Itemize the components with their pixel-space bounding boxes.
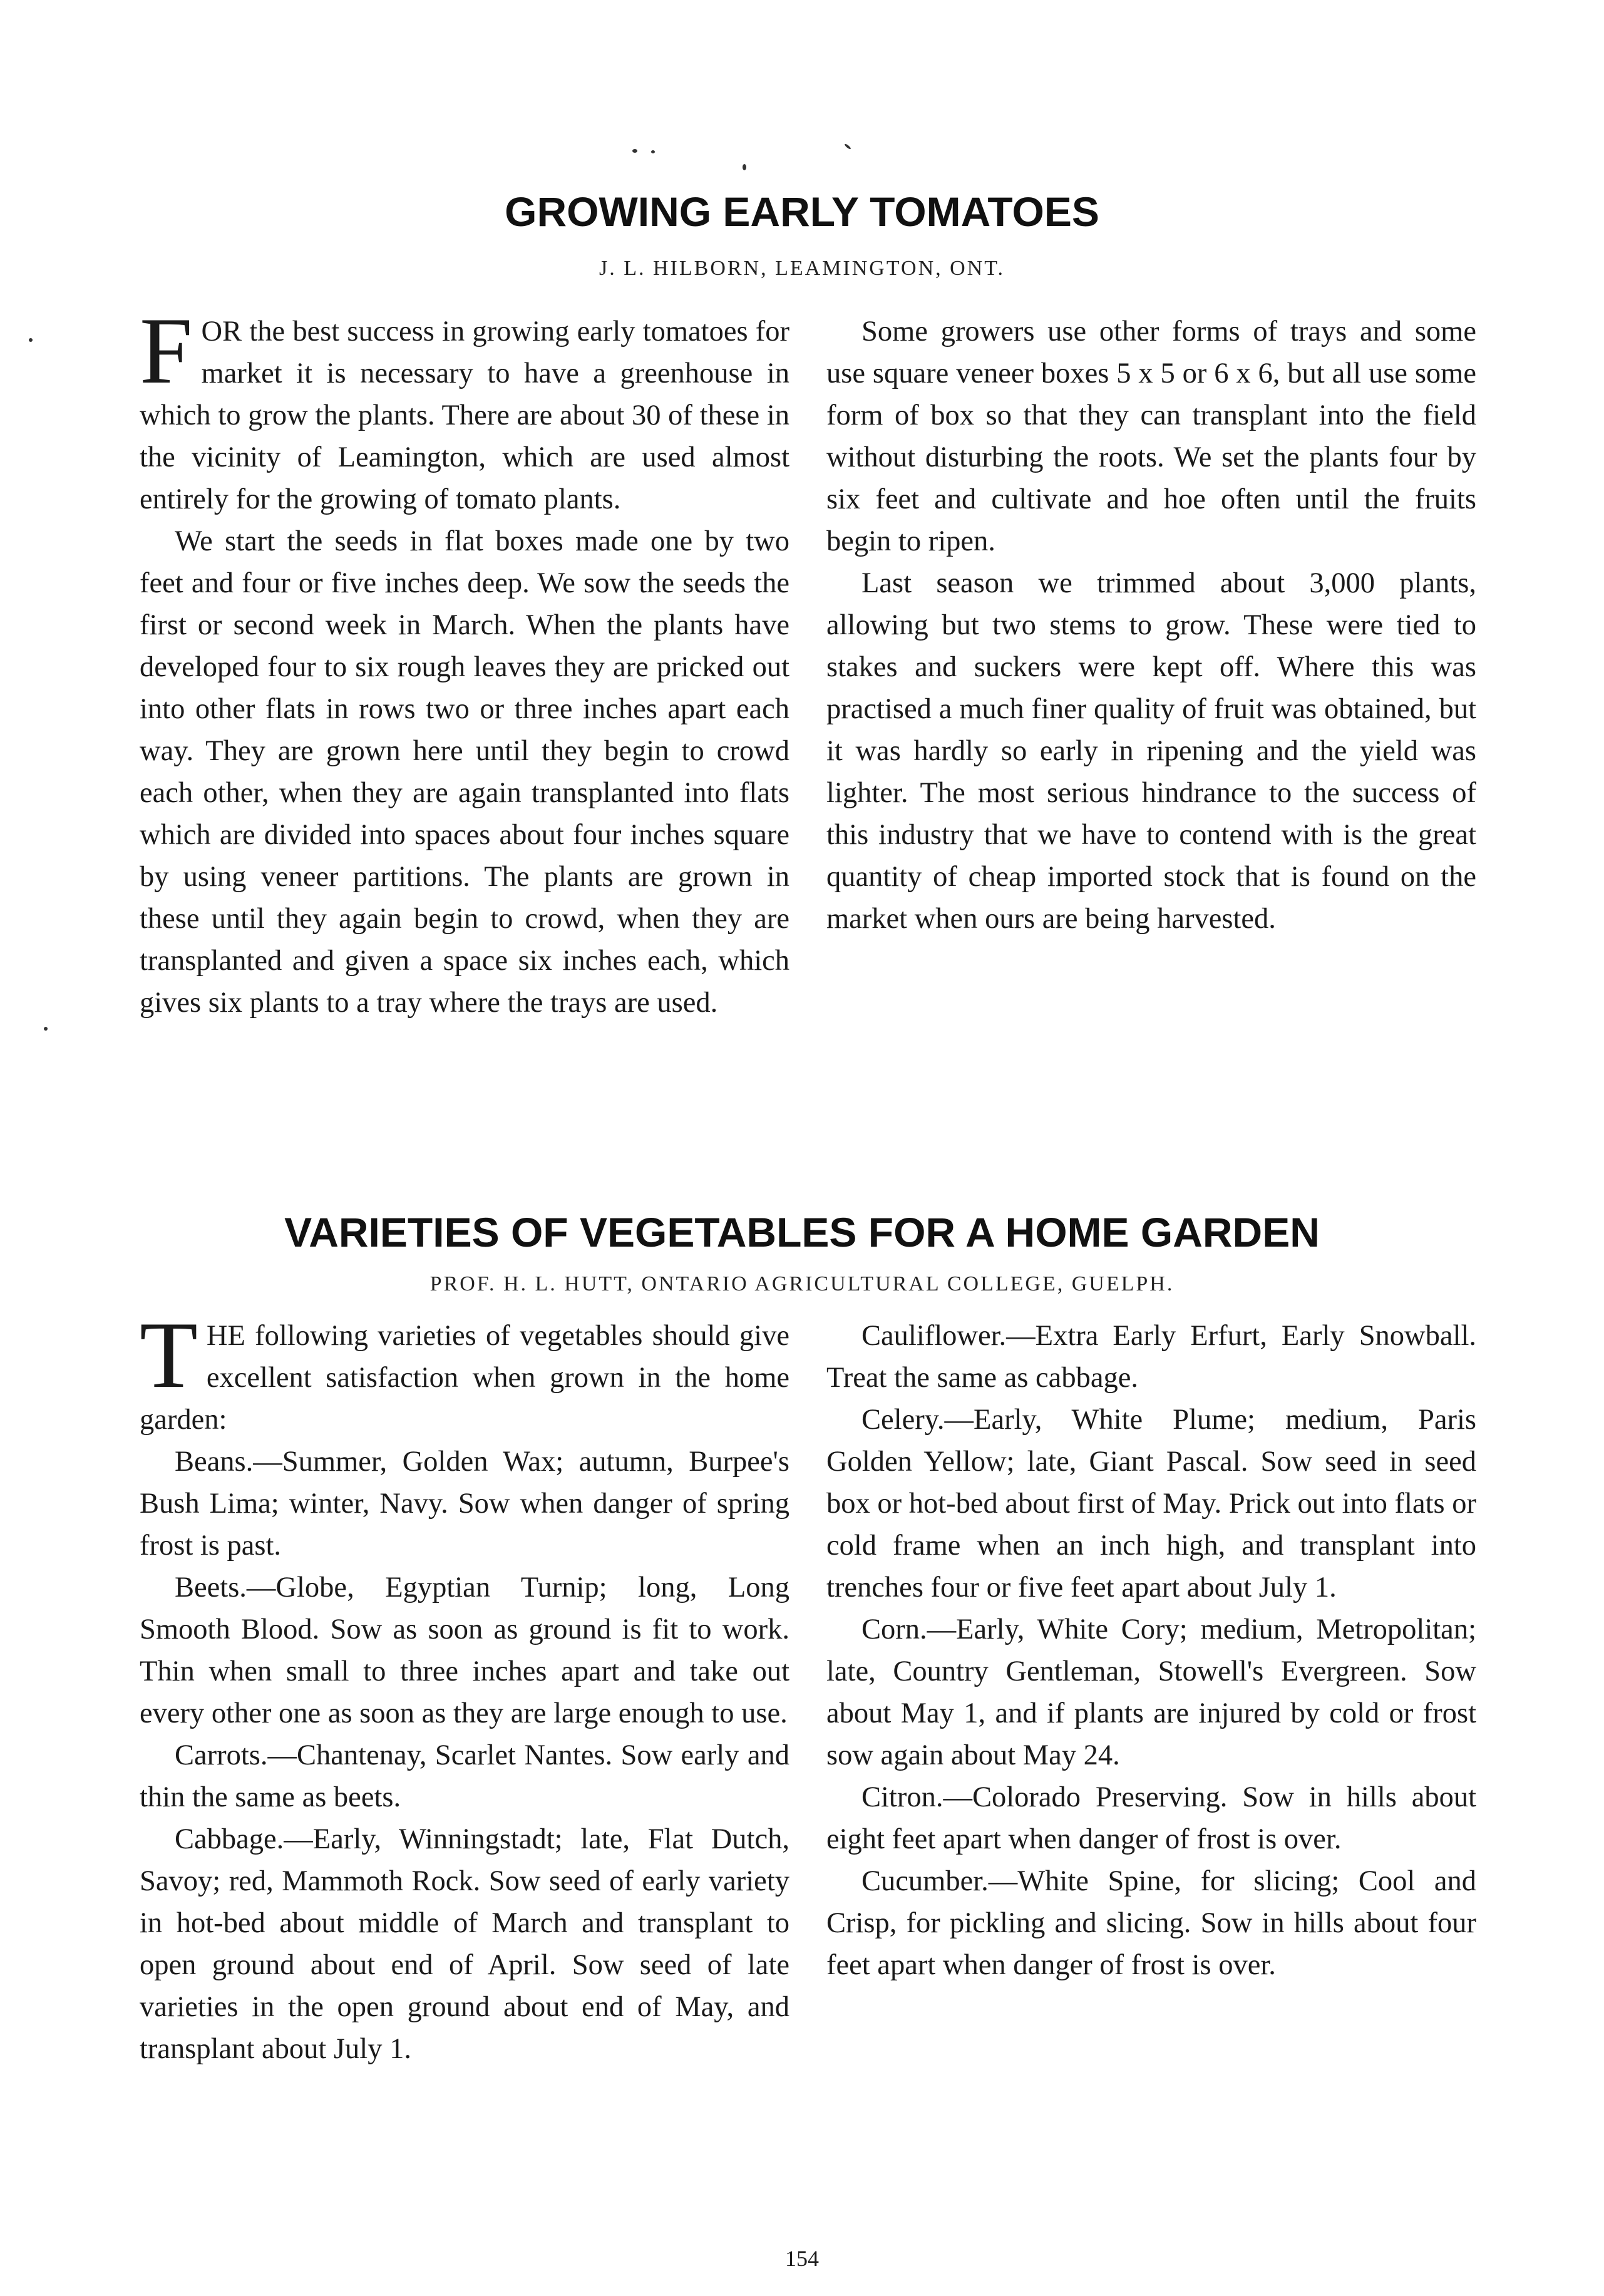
article1-paragraph: Some growers use other forms of trays and some use square veneer boxes 5 x 5 or 6 x 6, but all use some form of box so that they can transplant into the field without disturbing the roots. We set the plants four by six feet and cultivate and hoe often until the fruits begin to ripen. [826, 316, 1476, 557]
print-speck [44, 1027, 48, 1031]
drop-cap: F [140, 298, 193, 403]
print-speck [29, 338, 33, 342]
article2-paragraph [140, 1302, 789, 1441]
page-number: 154 [785, 2246, 819, 2271]
article2-paragraph-text: HE following varieties of vegetables should give excellent satisfaction when grown in the home garden: [140, 1320, 789, 1436]
print-speck [632, 149, 637, 153]
article2-paragraph: Cauliflower.—Extra Early Erfurt, Early Snowball. Treat the same as cabbage. [826, 1320, 1476, 1394]
article2-paragraph: Beets.—Globe, Egyptian Turnip; long, Long Smooth Blood. Sow as soon as ground is fit to work. Thin when small to three inches apart and take out every other one as soon as they are large enough to use. [140, 1572, 789, 1729]
article2-paragraph: Carrots.—Chantenay, Scarlet Nantes. Sow early and thin the same as beets. [140, 1739, 789, 1813]
article1-paragraph [140, 298, 789, 520]
article2-column-left [140, 1302, 789, 2070]
article2-paragraph: Corn.—Early, White Cory; medium, Metropolitan; late, Country Gentleman, Stowell's Evergreen. Sow about May 1, and if plants are injured by cold or frost sow again about May 24. [826, 1614, 1476, 1771]
print-speck [844, 143, 851, 150]
article2-column-right [826, 1315, 1476, 1986]
article2-paragraph: Cabbage.—Early, Winningstadt; late, Flat Dutch, Savoy; red, Mammoth Rock. Sow seed of early variety in hot-bed about middle of March and transplant to open ground about end of April. Sow seed of late varieties in the open ground about end of May, and transplant about July 1. [140, 1823, 789, 2065]
article-title-growing-early-tomatoes: GROWING EARLY TOMATOES [505, 188, 1099, 235]
article1-column-left [140, 298, 789, 1024]
print-speck [651, 150, 655, 153]
article2-paragraph: Citron.—Colorado Preserving. Sow in hills about eight feet apart when danger of frost is over. [826, 1781, 1476, 1855]
article1-paragraph: We start the seeds in flat boxes made one by two feet and four or five inches deep. We sow the seeds the first or second week in March. When the plants have developed four to six rough leaves they are pricked out into other flats in rows two or three inches apart each way. They are grown here until they begin to crowd each other, when they are again transplanted into flats which are divided into spaces about four inches square by using veneer partitions. The plants are grown in these until they again begin to crowd, when they are transplanted and given a space six inches each, which gives six plants to a tray where the trays are used. [140, 525, 789, 1019]
article2-paragraph: Beans.—Summer, Golden Wax; autumn, Burpee's Bush Lima; winter, Navy. Sow when danger of spring frost is past. [140, 1446, 789, 1562]
article-byline: J. L. HILBORN, LEAMINGTON, ONT. [599, 257, 1005, 280]
article1-paragraph: Last season we trimmed about 3,000 plants, allowing but two stems to grow. These were tied to stakes and suckers were kept off. Where this was practised a much finer quality of fruit was obtained, but it was hardly so early in ripening and the yield was lighter. The most serious hindrance to the success of this industry that we have to contend with is the great quantity of cheap imported stock that is found on the market when ours are being harvested. [826, 567, 1476, 935]
print-speck [743, 164, 746, 170]
article2-paragraph: Celery.—Early, White Plume; medium, Paris Golden Yellow; late, Giant Pascal. Sow seed in seed box or hot-bed about first of May. Prick out into flats or cold frame when an inch high, and transplant into trenches four or five feet apart about July 1. [826, 1404, 1476, 1604]
article1-column-right [826, 311, 1476, 940]
article-byline: PROF. H. L. HUTT, ONTARIO AGRICULTURAL COLLEGE, GUELPH. [429, 1272, 1175, 1295]
drop-cap: T [140, 1302, 198, 1408]
article2-paragraph: Cucumber.—White Spine, for slicing; Cool and Crisp, for pickling and slicing. Sow in hills about four feet apart when danger of frost is over. [826, 1865, 1476, 1981]
article1-paragraph-text: OR the best success in growing early tomatoes for market it is necessary to have a greenhouse in which to grow the plants. There are about 30 of these in the vicinity of Leamington, which are used almost entirely for the growing of tomato plants. [140, 316, 789, 515]
article-title-varieties-of-vegetables: VARIETIES OF VEGETABLES FOR A HOME GARDEN [284, 1209, 1320, 1255]
